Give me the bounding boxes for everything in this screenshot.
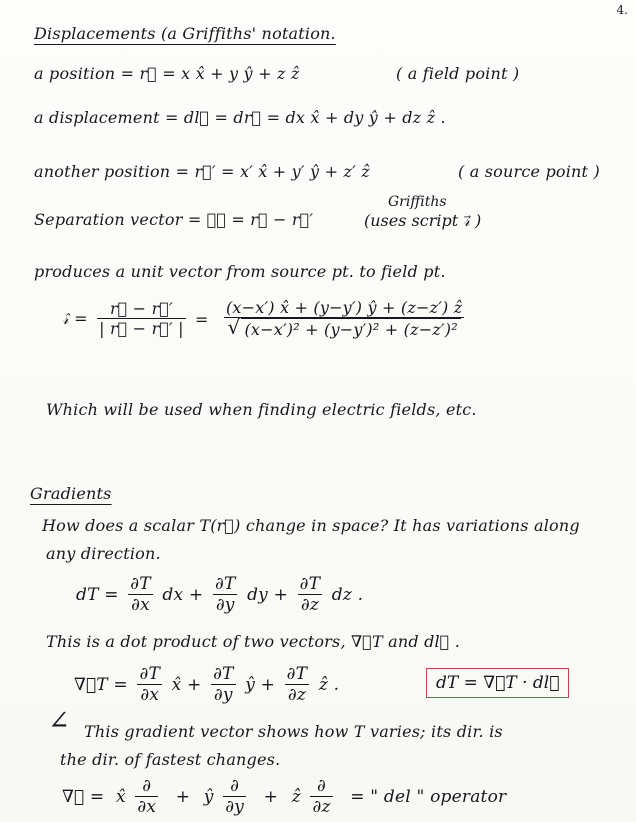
pointer-arrow-icon: ∠	[48, 706, 70, 736]
source-point-note: ( a source point )	[458, 162, 600, 181]
unit-vector-lhs: 𝓇̂ =	[62, 309, 88, 329]
field-point-note: ( a field point )	[396, 64, 520, 83]
del-partial-z	[310, 776, 332, 819]
boxed-dT-relation: dT = ∇⃗T · dl⃗	[426, 668, 569, 698]
dT-f3-den: ∂z	[300, 595, 319, 616]
grad-term2: ŷ +	[245, 675, 276, 696]
dT-term1: dx +	[162, 585, 204, 606]
grad-partial-x	[137, 664, 162, 707]
grad-term1: x̂ +	[171, 675, 202, 696]
dT-term2: dy +	[247, 585, 289, 606]
section-heading-gradients: Gradients	[30, 484, 112, 503]
dT-equation	[76, 574, 363, 617]
dT-term3: dz .	[331, 585, 364, 606]
del-f3-den: ∂z	[312, 797, 331, 818]
dot-product-note: This is a dot product of two vectors, ∇⃗T and dl⃗ .	[46, 632, 461, 651]
del-lhs: ∇⃗ =	[62, 787, 105, 808]
position-equation: a position = r⃗ = x x̂ + y ŷ + z ẑ	[34, 64, 300, 83]
del-f1-den: ∂x	[137, 797, 157, 818]
dT-f2-num: ∂T	[214, 574, 236, 594]
section-heading-displacements: Displacements (a Griffiths' notation.	[34, 24, 336, 43]
gradient-equation	[74, 664, 339, 707]
del-f2-num: ∂	[223, 776, 246, 797]
grad-f2-num: ∂T	[213, 664, 234, 684]
del-f2-den: ∂y	[225, 797, 245, 818]
grad-partial-z	[285, 664, 310, 707]
another-position-equation: another position = r⃗′ = x′ x̂ + y′ ŷ + z′ ẑ	[34, 162, 370, 181]
gradient-question-cont: any direction.	[46, 544, 161, 563]
separation-vector-equation: Separation vector = 𝓇⃗ = r⃗ − r⃗′	[34, 210, 314, 229]
del-operator-label: = " del " operator	[350, 787, 507, 808]
del-partial-x	[135, 776, 158, 819]
expanded-numerator: (x−x′) x̂ + (y−y′) ŷ + (z−z′) ẑ	[225, 298, 463, 317]
del-zhat: ẑ	[291, 787, 301, 808]
dT-f1-den: ∂x	[131, 595, 150, 616]
radicand: (x−x′)² + (y−y′)² + (z−z′)²	[241, 318, 460, 340]
unit-vector-expanded-fraction	[224, 298, 464, 340]
dT-lhs: dT =	[76, 585, 119, 606]
unit-vector-description: produces a unit vector from source pt. to field pt.	[34, 262, 446, 281]
expanded-denominator	[224, 315, 464, 340]
dT-f2-den: ∂y	[215, 595, 235, 616]
dT-f1-num: ∂T	[130, 574, 151, 594]
del-xhat: x̂	[115, 787, 126, 808]
radical-sign: √	[227, 315, 241, 340]
del-plus2: +	[263, 787, 279, 808]
square-root	[227, 315, 460, 340]
griffiths-script-note: (uses script 𝓇⃗ )	[364, 211, 482, 230]
unit-vector-equation	[62, 298, 468, 340]
grad-partial-y	[211, 664, 236, 707]
unit-equals: =	[195, 309, 209, 329]
page-number: 4.	[616, 3, 628, 17]
grad-f3-den: ∂z	[287, 685, 307, 706]
grad-lhs: ∇⃗T =	[74, 675, 128, 696]
unit-vector-fraction	[97, 299, 186, 339]
del-yhat: ŷ	[203, 787, 214, 808]
del-f3-num: ∂	[310, 776, 332, 797]
del-partial-y	[223, 776, 246, 819]
del-f1-num: ∂	[135, 776, 158, 797]
dT-partial-x	[128, 574, 153, 617]
dT-partial-z	[298, 574, 323, 617]
unit-frac-denominator: | r⃗ − r⃗′ |	[99, 319, 184, 339]
fastest-change-note: the dir. of fastest changes.	[60, 750, 281, 769]
grad-f2-den: ∂y	[213, 685, 233, 706]
grad-f1-num: ∂T	[139, 664, 160, 684]
electric-fields-note: Which will be used when finding electric fields, etc.	[46, 400, 477, 419]
griffiths-note-top: Griffiths	[388, 194, 447, 210]
unit-frac-numerator: r⃗ − r⃗′	[97, 299, 186, 319]
gradient-vector-note: This gradient vector shows how T varies; its dir. is	[84, 722, 503, 741]
del-plus1: +	[175, 787, 191, 808]
del-operator-equation	[62, 776, 506, 819]
dT-partial-y	[213, 574, 238, 617]
grad-term3: ẑ .	[318, 675, 340, 696]
grad-f3-num: ∂T	[286, 664, 308, 684]
displacement-equation: a displacement = dl⃗ = dr⃗ = dx x̂ + dy ŷ + dz ẑ .	[34, 108, 446, 127]
gradient-question: How does a scalar T(r⃗) change in space? It has variations along	[42, 516, 580, 535]
grad-f1-den: ∂x	[140, 685, 160, 706]
dT-f3-num: ∂T	[299, 574, 321, 594]
